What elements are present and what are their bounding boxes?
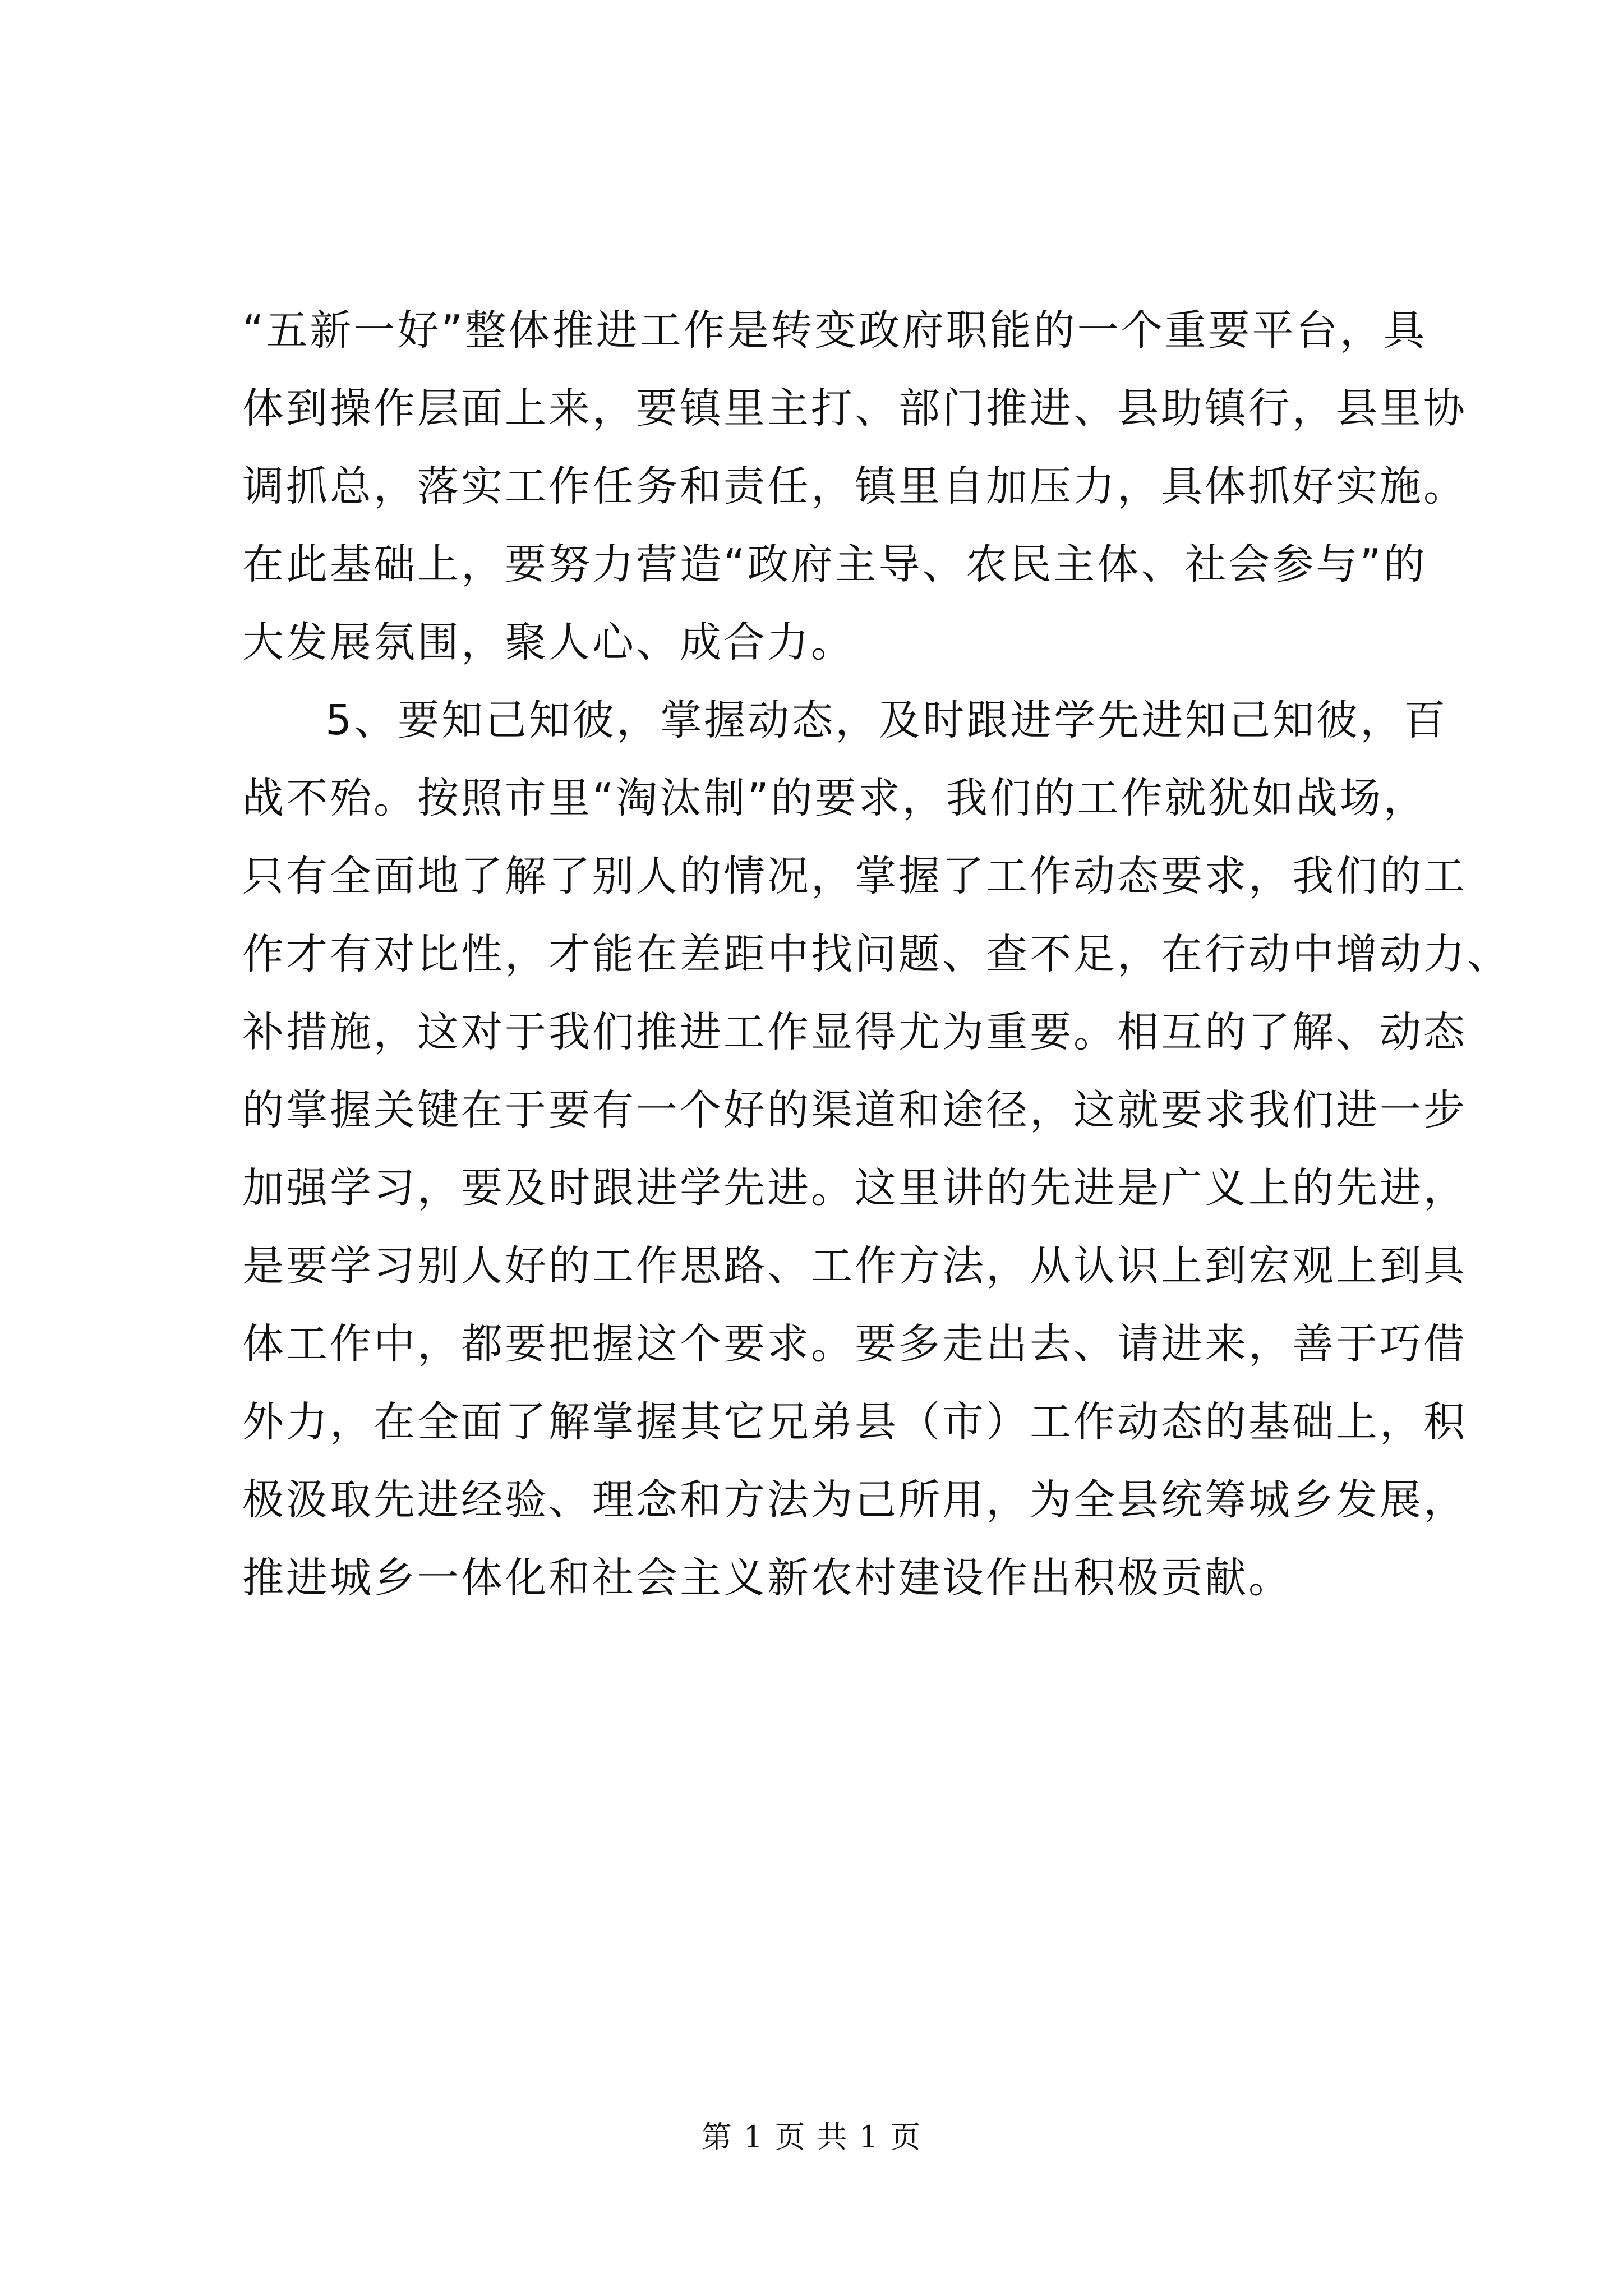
paragraph-line: 调抓总，落实工作任务和责任，镇里自加压力，具体抓好实施。	[242, 462, 1467, 510]
document-body	[242, 292, 1511, 1617]
paragraph-line: 推进城乡一体化和社会主义新农村建设作出积极贡献。	[242, 1554, 1292, 1602]
paragraph-line: 外力，在全面了解掌握其它兄弟县（市）工作动态的基础上，积	[242, 1398, 1467, 1446]
paragraph-line: 在此基础上，要努力营造“政府主导、农民主体、社会参与”的	[242, 540, 1427, 588]
page-footer: 第 1 页 共 1 页	[701, 2119, 922, 2155]
paragraph-line: 大发展氛围，聚人心、成合力。	[242, 618, 855, 666]
paragraph-line: “五新一好”整体推进工作是转变政府职能的一个重要平台，具	[242, 306, 1427, 355]
paragraph-line: 只有全面地了解了别人的情况，掌握了工作动态要求，我们的工	[242, 852, 1467, 900]
paragraph-line: 补措施，这对于我们推进工作显得尤为重要。相互的了解、动态	[242, 1008, 1467, 1056]
paragraph-1	[242, 292, 1467, 682]
paragraph-line: 战不殆。按照市里“淘汰制”的要求，我们的工作就犹如战场，	[242, 774, 1427, 822]
paragraph-line: 的掌握关键在于要有一个好的渠道和途径，这就要求我们进一步	[242, 1086, 1467, 1134]
paragraph-line: 极汲取先进经验、理念和方法为己所用，为全县统筹城乡发展，	[242, 1476, 1467, 1524]
paragraph-line: 加强学习，要及时跟进学先进。这里讲的先进是广义上的先进，	[242, 1164, 1467, 1212]
paragraph-line: 5、要知己知彼，掌握动态，及时跟进学先进知己知彼，百	[325, 696, 1448, 744]
paragraph-line: 是要学习别人好的工作思路、工作方法，从认识上到宏观上到具	[242, 1242, 1467, 1290]
paragraph-line: 体工作中，都要把握这个要求。要多走出去、请进来，善于巧借	[242, 1320, 1467, 1368]
paragraph-line: 作才有对比性，才能在差距中找问题、查不足，在行动中增动力、	[242, 930, 1511, 978]
paragraph-line: 体到操作层面上来，要镇里主打、部门推进、县助镇行，县里协	[242, 384, 1467, 432]
paragraph-2	[242, 682, 1511, 1617]
